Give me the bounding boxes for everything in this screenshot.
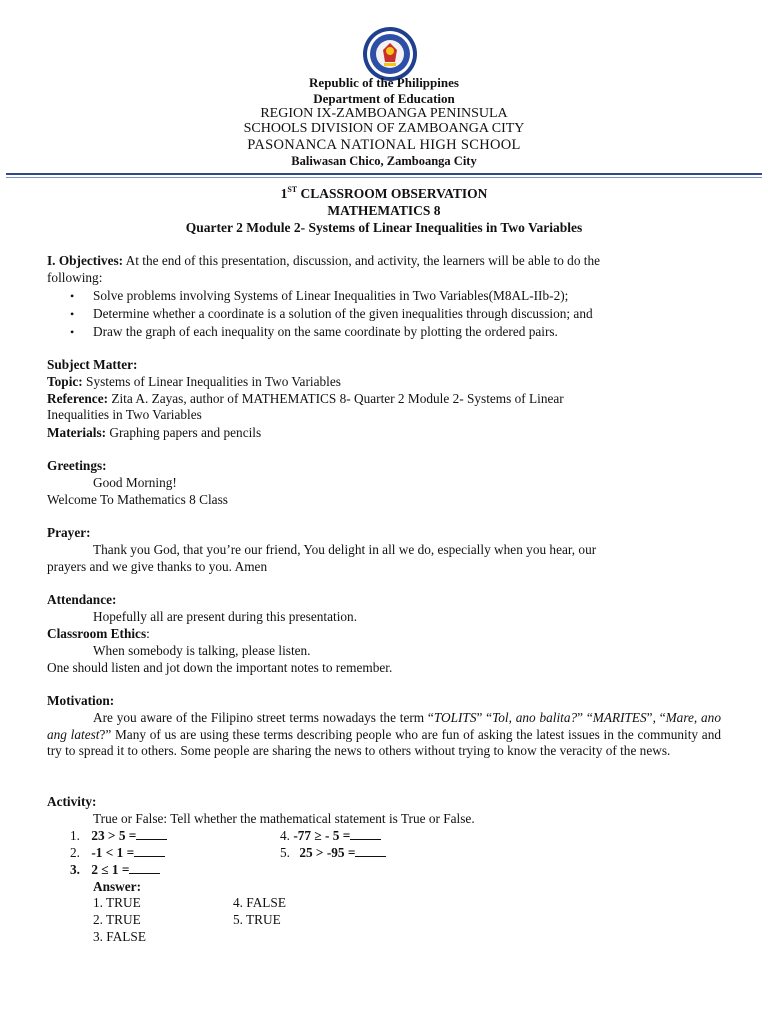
header-division: SCHOOLS DIVISION OF ZAMBOANGA CITY [243,121,525,136]
title-observation-text: CLASSROOM OBSERVATION [297,186,488,201]
header-address: Baliwasan Chico, Zamboanga City [291,154,477,168]
objectives-intro-text: At the end of this presentation, discussion, and activity, the learners will be able to do the [123,253,601,268]
answer-blank [136,828,167,840]
answer-blank [350,828,381,840]
reference-label: Reference: [47,391,109,406]
greetings-label: Greetings: [47,458,107,473]
reference-line [47,391,564,407]
prayer-line: prayers and we give thanks to you. Amen [47,559,268,574]
activity-label: Activity: [47,794,97,809]
reference-value: Zita A. Zayas, author of MATHEMATICS 8- Quarter 2 Module 2- Systems of Linear [108,391,564,406]
activity-item [70,862,160,878]
title-module: Quarter 2 Module 2- Systems of Linear Inequalities in Two Variables [185,220,583,235]
motivation-text: Are you aware of the Filipino street terms nowadays the term “ [93,710,434,725]
motivation-paragraph [47,710,721,760]
motivation-term: Mare, ano ang latest [47,710,721,742]
activity-item-expression: 2 ≤ 1 = [91,862,130,877]
activity-item-number: 3. [70,862,80,877]
bullet-icon: • [70,307,75,321]
header-republic: Republic of the Philippines [309,75,459,90]
title-ordinal-suffix: ST [287,185,298,194]
title-observation [0,186,768,202]
motivation-label: Motivation: [47,693,115,708]
bullet-icon: • [70,325,75,339]
activity-instruction: True or False: Tell whether the mathematical statement is True or False. [93,811,475,826]
deped-seal-logo [362,26,418,82]
title-ordinal: 1 [280,186,288,201]
topic-value: Systems of Linear Inequalities in Two Variables [82,374,341,389]
activity-item-expression: -1 < 1 = [91,845,135,860]
answer-item: 5. TRUE [233,912,281,927]
ethics-line: When somebody is talking, please listen. [93,643,311,658]
activity-item-expression: 25 > -95 = [299,845,356,860]
motivation-text: ”, “ [646,710,666,725]
answer-blank [134,845,165,857]
activity-item-number: 1. [70,828,80,843]
activity-item [280,845,386,861]
topic-label: Topic: [47,374,83,389]
answer-label: Answer: [93,879,142,894]
header-region: REGION IX-ZAMBOANGA PENINSULA [260,106,508,121]
activity-item-number: 5. [280,845,290,860]
bullet-icon: • [70,289,75,303]
motivation-term: MARITES [592,710,647,725]
motivation-text: ?” Many of us are using these terms describing people who are fun of asking the latest issues in the community and try to spread it to others. Some people are sharing the news to others without trying to know the veracity of the news. [47,726,721,759]
ethics-line: One should listen and jot down the important notes to remember. [47,660,393,675]
answer-item: 1. TRUE [93,895,141,910]
activity-item [70,845,165,861]
activity-item-number: 2. [70,845,80,860]
ethics-heading [47,626,150,642]
activity-item-expression: 23 > 5 = [91,828,137,843]
header-department: Department of Education [313,91,455,106]
attendance-label: Attendance: [47,592,117,607]
materials-line [47,425,261,441]
prayer-line: Thank you God, that you’re our friend, You delight in all we do, especially when you hear, our [93,542,597,557]
attendance-line: Hopefully all are present during this presentation. [93,609,358,624]
subject-matter-label: Subject Matter: [47,357,138,372]
prayer-label: Prayer: [47,525,91,540]
header-divider [6,173,762,175]
ethics-colon: : [146,626,150,641]
activity-item-expression: -77 ≥ - 5 = [293,828,351,843]
ethics-label: Classroom Ethics [47,626,147,641]
motivation-text: ” “ [577,710,593,725]
objective-item: Draw the graph of each inequality on the same coordinate by plotting the ordered pairs. [93,324,558,339]
motivation-term: TOLITS [433,710,477,725]
topic-line [47,374,341,390]
header-school: PASONANCA NATIONAL HIGH SCHOOL [247,137,521,153]
motivation-text: ” “ [476,710,493,725]
objectives-intro [47,253,600,269]
header-divider-thin [6,177,762,178]
activity-item-number: 4. [280,828,290,843]
objective-item: Solve problems involving Systems of Linear Inequalities in Two Variables(M8AL-IIb-2); [93,288,569,303]
answer-blank [129,862,160,874]
objectives-intro-cont: following: [47,270,103,285]
objectives-label: I. Objectives: [47,253,124,268]
materials-value: Graphing papers and pencils [106,425,262,440]
answer-item: 3. FALSE [93,929,146,944]
materials-label: Materials: [47,425,107,440]
greetings-line: Good Morning! [93,475,177,490]
answer-item: 2. TRUE [93,912,141,927]
answer-item: 4. FALSE [233,895,286,910]
greetings-line: Welcome To Mathematics 8 Class [47,492,228,507]
reference-line-cont: Inequalities in Two Variables [47,407,202,422]
motivation-term: Tol, ano balita? [492,710,578,725]
activity-item [70,828,167,844]
activity-item [280,828,381,844]
title-subject: MATHEMATICS 8 [327,203,441,218]
objective-item: Determine whether a coordinate is a solution of the given inequalities through discussion; and [93,306,593,321]
answer-blank [355,845,386,857]
